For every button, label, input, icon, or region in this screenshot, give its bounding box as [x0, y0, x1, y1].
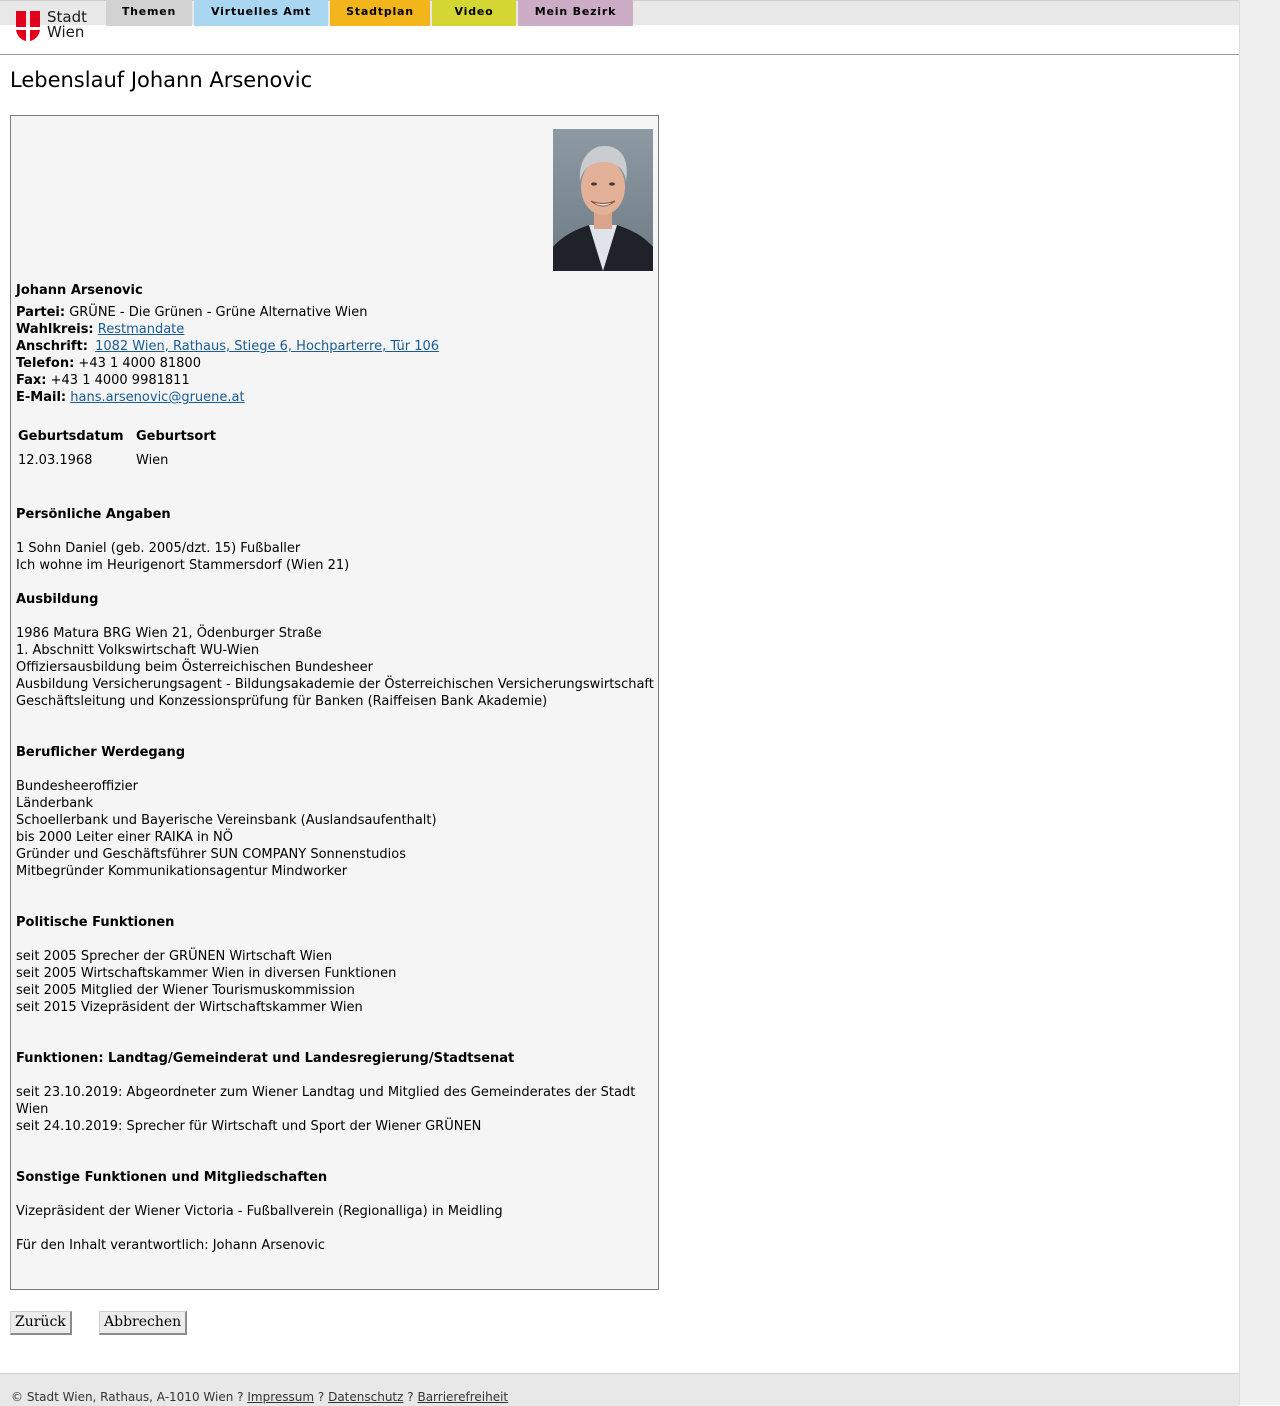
footer-link-impressum[interactable]: Impressum [247, 1390, 315, 1404]
section-heading-functions: Funktionen: Landtag/Gemeinderat und Landesregierung/Stadtsenat [16, 1051, 515, 1066]
list-item: Länderbank [16, 796, 94, 811]
list-item: Gründer und Geschäftsführer SUN COMPANY Sonnenstudios [16, 847, 406, 862]
list-item: Schoellerbank und Bayerische Vereinsbank (Auslandsaufenthalt) [16, 813, 437, 828]
list-item: seit 2015 Vizepräsident der Wirtschaftskammer Wien [16, 1000, 363, 1015]
telefon-value: +43 1 4000 81800 [78, 356, 201, 371]
list-item: seit 2005 Mitglied der Wiener Tourismuskommission [16, 983, 355, 998]
birth-table-header-place: Geburtsort [136, 429, 216, 444]
partei-value: GRÜNE - Die Grünen - Grüne Alternative Wien [69, 305, 368, 320]
list-item: Vizepräsident der Wiener Victoria - Fußballverein (Regionalliga) in Meidling [16, 1204, 503, 1219]
birth-table-cell-date: 12.03.1968 [18, 453, 93, 468]
section-personal-lines [16, 540, 656, 574]
section-political-lines [16, 948, 656, 1016]
section-career-lines [16, 778, 656, 880]
portrait-illustration [553, 129, 653, 271]
wahlkreis-row [16, 321, 184, 338]
nav-tab-stadtplan[interactable]: Stadtplan [330, 0, 430, 26]
footer-text [11, 1390, 508, 1404]
section-heading-other: Sonstige Funktionen und Mitgliedschaften [16, 1170, 328, 1185]
list-item: 1986 Matura BRG Wien 21, Ödenburger Straße [16, 626, 322, 641]
email-row [16, 389, 245, 406]
section-heading-political: Politische Funktionen [16, 915, 175, 930]
footer-separator: ? [407, 1390, 414, 1404]
anschrift-label: Anschrift: [16, 339, 88, 354]
main-nav [106, 0, 635, 26]
list-item: seit 23.10.2019: Abgeordneter zum Wiener Landtag und Mitglied des Gemeinderates der Stadt Wien [16, 1085, 636, 1117]
footer-separator: ? [237, 1390, 244, 1404]
partei-label: Partei: [16, 305, 66, 320]
list-item: bis 2000 Leiter einer RAIKA in NÖ [16, 830, 234, 845]
list-item: 1. Abschnitt Volkswirtschaft WU-Wien [16, 643, 260, 658]
cancel-button[interactable]: Abbrechen [99, 1311, 187, 1335]
list-item: seit 2005 Sprecher der GRÜNEN Wirtschaft Wien [16, 949, 333, 964]
nav-tab-virtuelles-amt[interactable]: Virtuelles Amt [194, 0, 328, 26]
footer-link-datenschutz[interactable]: Datenschutz [328, 1390, 404, 1404]
nav-tab-video[interactable]: Video [432, 0, 516, 26]
anschrift-link[interactable]: 1082 Wien, Rathaus, Stiege 6, Hochparterre, Tür 106 [95, 339, 440, 354]
vertical-scrollbar[interactable] [1239, 0, 1280, 1405]
birth-table-header-date: Geburtsdatum [18, 429, 124, 444]
footer-link-barrierefreiheit[interactable]: Barrierefreiheit [417, 1390, 509, 1404]
cv-box [10, 115, 659, 1290]
logo-line-wien: Wien [47, 23, 85, 41]
list-item: 1 Sohn Daniel (geb. 2005/dzt. 15) Fußballer [16, 541, 301, 556]
fax-label: Fax: [16, 373, 47, 388]
section-heading-education: Ausbildung [16, 592, 99, 607]
wien-shield-icon [16, 11, 40, 41]
page-title: Lebenslauf Johann Arsenovic [10, 68, 313, 92]
telefon-label: Telefon: [16, 356, 75, 371]
section-education-lines [16, 625, 656, 710]
partei-row [16, 304, 367, 321]
section-functions-lines [16, 1084, 646, 1135]
list-item: Offiziersausbildung beim Österreichischen Bundesheer [16, 660, 373, 675]
list-item: Geschäftsleitung und Konzessionsprüfung für Banken (Raiffeisen Bank Akademie) [16, 694, 548, 709]
stadt-wien-logo[interactable] [16, 10, 96, 44]
email-link[interactable]: hans.arsenovic@gruene.at [70, 390, 245, 405]
list-item: Ich wohne im Heurigenort Stammersdorf (Wien 21) [16, 558, 350, 573]
content-responsible: Für den Inhalt verantwortlich: Johann Arsenovic [16, 1238, 325, 1253]
nav-tab-themen[interactable]: Themen [106, 0, 192, 26]
person-name: Johann Arsenovic [16, 283, 143, 298]
list-item: Ausbildung Versicherungsagent - Bildungsakademie der Österreichischen Versicherungswirtschaft [16, 677, 654, 692]
site-header [0, 0, 1239, 55]
fax-value: +43 1 4000 9981811 [50, 373, 190, 388]
wahlkreis-label: Wahlkreis: [16, 322, 94, 337]
section-heading-career: Beruflicher Werdegang [16, 745, 186, 760]
email-label: E-Mail: [16, 390, 67, 405]
anschrift-row [16, 338, 439, 355]
section-other-lines [16, 1203, 656, 1220]
telefon-row [16, 355, 201, 372]
birth-table-cell-place: Wien [136, 453, 169, 468]
logo-text [47, 10, 87, 40]
footer-separator: ? [317, 1390, 325, 1404]
portrait-photo [553, 129, 653, 271]
list-item: Mitbegründer Kommunikationsagentur Mindworker [16, 864, 348, 879]
list-item: seit 2005 Wirtschaftskammer Wien in diversen Funktionen [16, 966, 397, 981]
footer-copyright: © Stadt Wien, Rathaus, A-1010 Wien [11, 1390, 234, 1404]
fax-row [16, 372, 190, 389]
nav-tab-mein-bezirk[interactable]: Mein Bezirk [518, 0, 633, 26]
list-item: Bundesheeroffizier [16, 779, 139, 794]
site-footer [0, 1373, 1239, 1406]
list-item: seit 24.10.2019: Sprecher für Wirtschaft und Sport der Wiener GRÜNEN [16, 1119, 482, 1134]
logo-line-stadt: Stadt [47, 8, 87, 26]
wahlkreis-link[interactable]: Restmandate [97, 322, 185, 337]
section-heading-personal: Persönliche Angaben [16, 507, 171, 522]
back-button[interactable]: Zurück [10, 1311, 72, 1335]
